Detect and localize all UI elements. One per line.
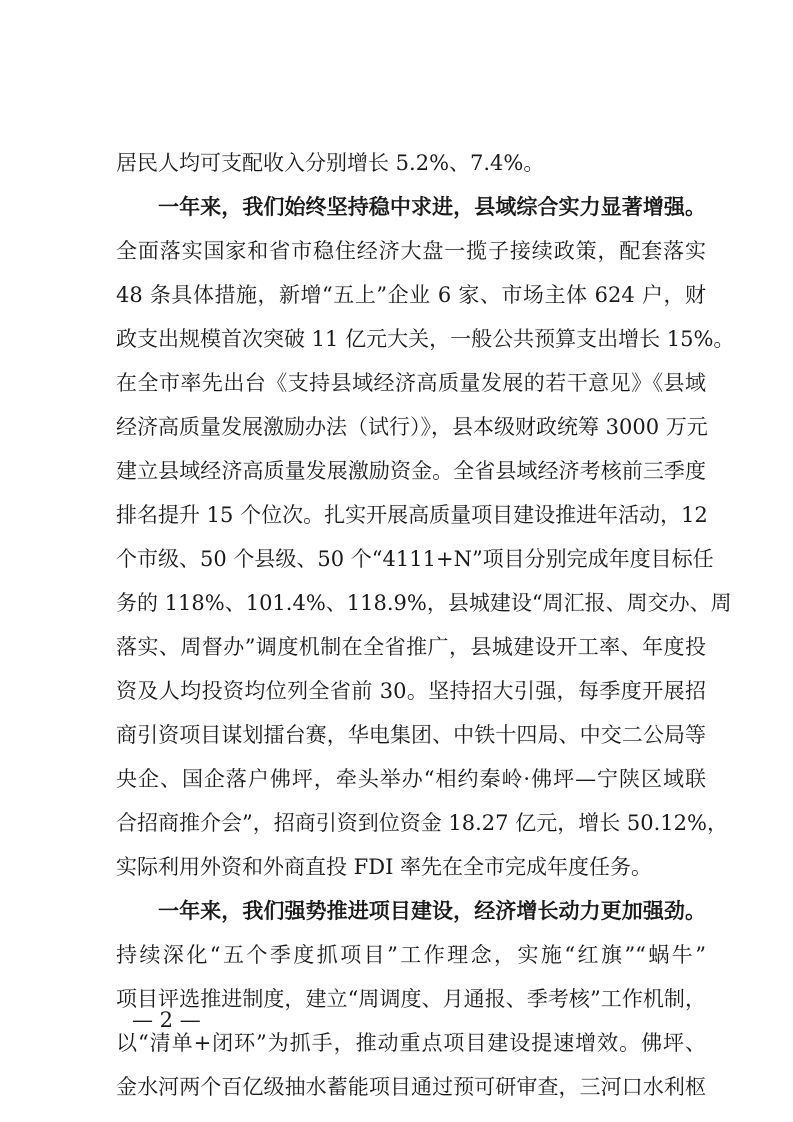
text-line: 经济高质量发展激励办法（试行）》，县本级财政统筹 3000 万元 xyxy=(116,415,708,439)
text-line: 48 条具体措施，新增“五上”企业 6 家、市场主体 624 户，财 xyxy=(116,283,706,307)
text-line: 排名提升 15 个位次。扎实开展高质量项目建设推进年活动，12 xyxy=(116,503,708,527)
text-line: 持续深化“五个季度抓项目”工作理念，实施“红旗”“蜗牛” xyxy=(116,943,706,967)
text-line: 央企、国企落户佛坪，牵头举办“相约秦岭·佛坪—宁陕区域联 xyxy=(116,767,706,791)
page-number: — 2 — xyxy=(132,1008,201,1032)
text-line: 居民人均可支配收入分别增长 5.2%、7.4%。 xyxy=(116,151,545,175)
text-line: 合招商推介会”，招商引资到位资金 18.27 亿元，增长 50.12%， xyxy=(116,811,728,835)
paragraph-lead: 一年来，我们强势推进项目建设，经济增长动力更加强劲。 xyxy=(158,898,706,923)
text-line: 全面落实国家和省市稳住经济大盘一揽子接续政策，配套落实 xyxy=(116,239,706,263)
text-line: 政支出规模首次突破 11 亿元大关，一般公共预算支出增长 15%。 xyxy=(116,327,735,351)
paragraph-lead: 一年来，我们始终坚持稳中求进，县域综合实力显著增强。 xyxy=(158,194,706,219)
text-line: 在全市率先出台《支持县域经济高质量发展的若干意见》《县域 xyxy=(116,371,706,395)
text-line: 建立县域经济高质量发展激励资金。全省县域经济考核前三季度 xyxy=(116,459,706,483)
text-line: 资及人均投资均位列全省前 30。坚持招大引强，每季度开展招 xyxy=(116,679,706,703)
text-line: 务的 118%、101.4%、118.9%，县城建设“周汇报、周交办、周 xyxy=(116,591,732,615)
text-line: 实际利用外资和外商直投 FDI 率先在全市完成年度任务。 xyxy=(116,855,653,879)
text-line: 金水河两个百亿级抽水蓄能项目通过预可研审查，三河口水利枢 xyxy=(116,1075,706,1099)
text-line: 商引资项目谋划擂台赛，华电集团、中铁十四局、中交二公局等 xyxy=(116,723,706,747)
text-line: 个市级、50 个县级、50 个“4111+N”项目分别完成年度目标任 xyxy=(116,547,714,571)
text-line: 落实、周督办”调度机制在全省推广，县城建设开工率、年度投 xyxy=(116,635,706,659)
text-line: 以“清单+闭环”为抓手，推动重点项目建设提速增效。佛坪、 xyxy=(116,1031,706,1055)
text-line: 项目评选推进制度，建立“周调度、月通报、季考核”工作机制， xyxy=(116,987,706,1011)
